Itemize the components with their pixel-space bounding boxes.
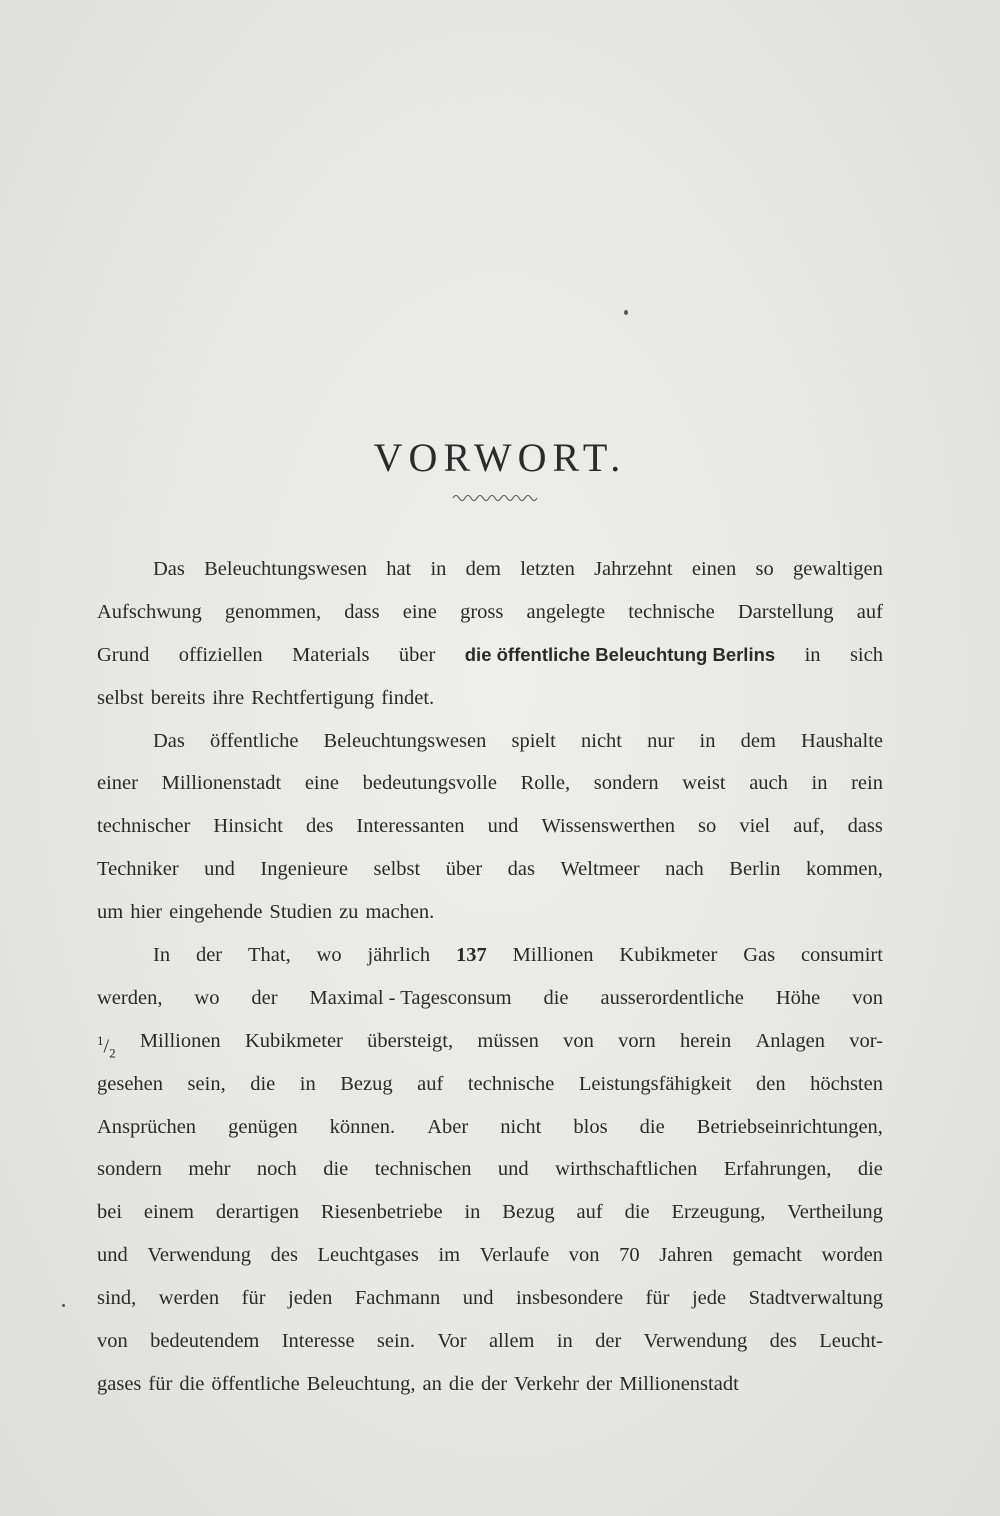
word: selbst: [97, 686, 144, 709]
word: über: [398, 643, 436, 666]
word: und: [97, 1244, 128, 1267]
word: über: [445, 858, 483, 881]
page-title: VORWORT.: [373, 435, 627, 480]
word: in: [699, 729, 716, 752]
word: und: [204, 858, 235, 881]
word: in: [464, 1201, 481, 1224]
word: In: [153, 944, 171, 967]
word: ausserordentliche: [600, 986, 744, 1009]
word: so: [755, 558, 774, 580]
text-line: [97, 934, 883, 977]
word: Gas: [743, 944, 776, 967]
word: die öffentliche Beleuchtung Berlins: [464, 643, 776, 665]
word: sich: [849, 643, 883, 666]
word: genügen: [228, 1115, 298, 1138]
text-line: [97, 634, 883, 677]
word: auf,: [793, 815, 825, 838]
word: worden: [821, 1244, 883, 1267]
word: Millionenstadt: [161, 772, 282, 795]
word: von: [563, 1029, 594, 1052]
word: für: [645, 1287, 670, 1310]
word: wirthschaftlichen: [555, 1158, 698, 1181]
word: Erzeugung,: [671, 1201, 766, 1224]
word: Millionenstadt: [619, 1372, 739, 1395]
word: der: [195, 944, 223, 967]
word: nicht: [500, 1115, 542, 1138]
word: auch: [749, 772, 788, 795]
word: öffentliche: [211, 1372, 300, 1395]
word: in: [299, 1072, 316, 1095]
text-line: [97, 1363, 883, 1406]
word: des: [270, 1244, 298, 1267]
word: in: [804, 643, 821, 666]
word: wo: [316, 944, 342, 967]
word: Beleuchtungswesen: [323, 729, 487, 752]
word: auf: [417, 1072, 444, 1095]
word: Haushalte: [801, 729, 883, 752]
word: Vor: [437, 1330, 467, 1353]
word: öffentliche: [210, 729, 299, 752]
word: Verwendung: [643, 1330, 748, 1353]
word: Stadtverwaltung: [748, 1287, 883, 1310]
word: technische: [628, 600, 715, 623]
word: eine: [304, 772, 339, 795]
word: 137: [456, 944, 487, 967]
word: sein,: [187, 1072, 226, 1095]
word: That,: [248, 944, 291, 967]
word: spielt: [511, 729, 556, 752]
word: auf: [576, 1201, 603, 1224]
word: die: [639, 1115, 665, 1138]
word: können.: [329, 1115, 396, 1138]
word: Beleuchtung,: [306, 1372, 416, 1395]
word: die: [543, 986, 569, 1009]
word: im: [438, 1244, 461, 1267]
word: müssen: [477, 1029, 539, 1052]
word: der: [251, 986, 278, 1009]
word: dem: [465, 558, 501, 580]
word: sind,: [97, 1287, 137, 1310]
word: ihre: [212, 686, 245, 709]
text-line: [97, 977, 883, 1020]
word: auf: [856, 600, 883, 623]
word: jede: [691, 1287, 727, 1310]
word: rein: [851, 772, 883, 795]
word: in: [811, 772, 828, 795]
word: 70: [619, 1244, 640, 1267]
word: und: [487, 815, 519, 838]
word: vor-: [849, 1029, 883, 1052]
word: technischer: [97, 815, 191, 838]
word: Das: [153, 558, 185, 580]
word: und: [497, 1158, 529, 1181]
text-line: [97, 805, 883, 848]
word: mehr: [188, 1158, 231, 1181]
word: Bezug: [502, 1201, 555, 1224]
word: Interesse: [281, 1330, 355, 1353]
word: herein: [680, 1029, 732, 1052]
text-line: [97, 1063, 883, 1106]
word: Studien: [269, 901, 333, 924]
word: wo: [194, 986, 220, 1009]
word: Jahren: [659, 1244, 713, 1267]
word: den: [755, 1072, 786, 1095]
text-line: [97, 762, 883, 805]
text-line: [97, 1320, 883, 1363]
word: blos: [573, 1115, 608, 1138]
text-line: [97, 591, 883, 634]
word: Wissenswerthen: [541, 815, 675, 838]
word: Bezug: [340, 1072, 393, 1095]
text-line: [97, 548, 883, 591]
word: die: [323, 1158, 349, 1181]
word: Anlagen: [755, 1029, 825, 1052]
word: Rolle,: [520, 772, 571, 795]
text-line: [97, 720, 883, 763]
word: dem: [740, 729, 776, 752]
word: nur: [647, 729, 675, 752]
word: technischen: [374, 1158, 472, 1181]
text-line: [97, 1191, 883, 1234]
word: bedeutungsvolle: [362, 772, 497, 795]
word: der: [480, 1372, 508, 1395]
word: Aber: [427, 1115, 469, 1138]
word: Millionen: [512, 944, 594, 967]
word: Verlaufe: [479, 1244, 550, 1267]
word: Berlin: [729, 858, 781, 881]
word: sein.: [376, 1330, 416, 1353]
word: Kubikmeter: [619, 944, 718, 967]
word: machen.: [365, 901, 435, 924]
word: eingehende: [169, 901, 263, 924]
word: für: [241, 1287, 266, 1310]
word: Riesenbetriebe: [320, 1201, 443, 1224]
word: die: [624, 1201, 650, 1224]
word: letzten: [520, 558, 575, 580]
word: sondern: [97, 1158, 162, 1181]
word: gases: [97, 1372, 142, 1395]
word: Verwendung: [147, 1244, 251, 1267]
word: bei: [97, 1201, 123, 1224]
word: des: [305, 815, 334, 838]
word: genommen,: [224, 600, 322, 623]
word: allem: [488, 1330, 535, 1353]
word: Aufschwung: [97, 600, 202, 623]
word: Vertheilung: [787, 1201, 883, 1224]
word: gemacht: [732, 1244, 802, 1267]
word: übersteigt,: [367, 1029, 454, 1052]
title-ornament: [452, 492, 538, 502]
word: Erfahrungen,: [723, 1158, 832, 1181]
word: derartigen: [215, 1201, 299, 1224]
word: jeden: [288, 1287, 333, 1310]
word: Weltmeer: [560, 858, 640, 881]
word: werden,: [97, 986, 163, 1009]
body-text: [97, 548, 883, 1406]
word: die: [857, 1158, 883, 1181]
word: nach: [665, 858, 704, 881]
word: offiziellen: [178, 643, 263, 666]
text-line: [97, 891, 883, 934]
word: Jahrzehnt: [594, 558, 673, 580]
word: dass: [847, 815, 883, 838]
word: gross: [460, 600, 504, 623]
word: technische: [467, 1072, 555, 1095]
word: hier: [130, 901, 163, 924]
paragraph: [97, 934, 883, 1406]
word: bereits: [150, 686, 206, 709]
word: und: [462, 1287, 494, 1310]
word: jährlich: [367, 944, 431, 967]
word: gesehen: [97, 1072, 164, 1095]
word: bedeutendem: [150, 1330, 260, 1353]
text-line: [97, 1234, 883, 1277]
word: einen: [691, 558, 737, 580]
word: kommen,: [806, 858, 883, 881]
word: Betriebseinrichtungen,: [696, 1115, 883, 1138]
word: höchsten: [810, 1072, 883, 1095]
word: selbst: [373, 858, 421, 881]
word: die: [179, 1372, 205, 1395]
word: Leuchtgases: [317, 1244, 419, 1267]
word: die: [448, 1372, 474, 1395]
word: nicht: [581, 729, 622, 752]
word: insbesondere: [516, 1287, 624, 1310]
word: so: [698, 815, 717, 838]
word: an: [422, 1372, 442, 1395]
word: gewaltigen: [792, 558, 883, 580]
word: Grund: [97, 643, 150, 666]
word: von: [97, 1330, 128, 1353]
word: weist: [682, 772, 726, 795]
word: für: [148, 1372, 173, 1395]
text-line: [97, 1020, 883, 1063]
word: Höhe: [775, 986, 821, 1009]
word: in: [430, 558, 447, 580]
word: von: [852, 986, 883, 1009]
paragraph: [97, 720, 883, 934]
word: Millionen: [139, 1029, 221, 1052]
word: der: [586, 1372, 613, 1395]
word: vorn: [618, 1029, 656, 1052]
paragraph: [97, 548, 883, 720]
word: dass: [344, 600, 380, 623]
word: Maximal - Tagesconsum: [309, 986, 512, 1009]
word: eine: [402, 600, 437, 623]
word: einem: [143, 1201, 194, 1224]
text-line: [97, 1106, 883, 1149]
word: der: [595, 1330, 622, 1353]
word: des: [769, 1330, 797, 1353]
word: Darstellung: [737, 600, 834, 623]
word: viel: [739, 815, 771, 838]
ink-speck: [62, 1304, 65, 1307]
word: Fachmann: [354, 1287, 441, 1310]
text-line: [97, 1277, 883, 1320]
word: einer: [97, 772, 138, 795]
word: consumirt: [800, 944, 883, 967]
word: um: [97, 901, 124, 924]
word: Rechtfertigung: [251, 686, 375, 709]
word: Hinsicht: [213, 815, 283, 838]
word: hat: [386, 558, 412, 580]
word: Leucht-: [819, 1330, 883, 1353]
text-line: [97, 677, 883, 720]
text-line: [97, 848, 883, 891]
word: Ansprüchen: [97, 1115, 197, 1138]
word: noch: [256, 1158, 297, 1181]
word: zu: [339, 901, 359, 924]
word: Kubikmeter: [244, 1029, 343, 1052]
word: Ingenieure: [260, 858, 349, 881]
word: Interessanten: [356, 815, 465, 838]
text-line: [97, 1148, 883, 1191]
word: sondern: [593, 772, 659, 795]
word: Verkehr: [514, 1372, 580, 1395]
word: in: [556, 1330, 573, 1353]
word: Techniker: [97, 858, 179, 881]
fraction-one-half: $^1/_2$: [97, 1032, 116, 1061]
word: die: [250, 1072, 276, 1095]
ink-speck: [624, 310, 628, 315]
word: Das: [153, 729, 185, 752]
word: angelegte: [526, 600, 606, 623]
word: das: [507, 858, 535, 881]
word: Materials: [292, 643, 370, 666]
word: werden: [158, 1287, 220, 1310]
word: Beleuchtungswesen: [204, 558, 367, 580]
word: findet.: [381, 686, 435, 709]
word: Leistungsfähigkeit: [578, 1072, 732, 1095]
word: von: [568, 1244, 600, 1267]
